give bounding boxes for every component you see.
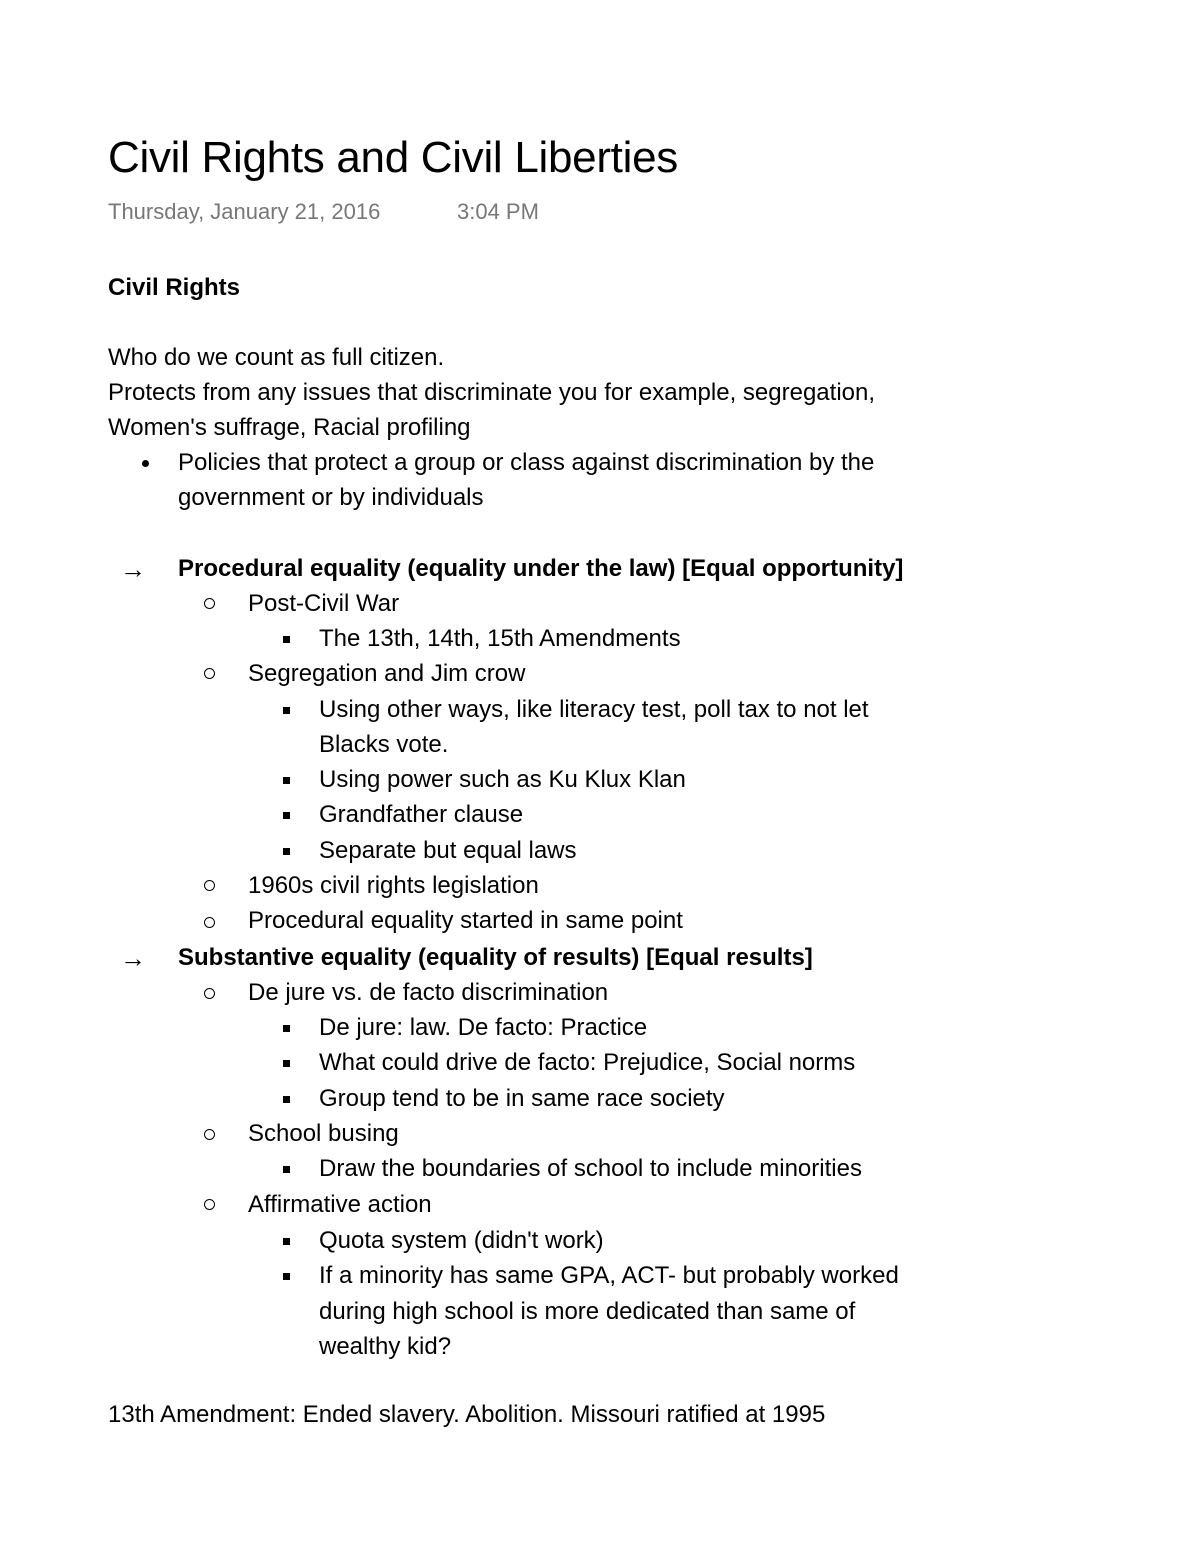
circle-bullet-icon — [204, 1129, 215, 1140]
intro-line: Protects from any issues that discriminate you for example, segregation, — [108, 379, 876, 406]
list-item: Segregation and Jim crow — [248, 660, 526, 687]
list-item: Separate but equal laws — [319, 837, 577, 864]
square-bullet-icon — [283, 707, 290, 714]
bullet-text: Policies that protect a group or class against discrimination by the — [178, 449, 875, 476]
list-item: The 13th, 14th, 15th Amendments — [319, 625, 681, 652]
bullet-dot-icon — [142, 460, 149, 467]
square-bullet-icon — [283, 777, 290, 784]
list-item: Grandfather clause — [319, 801, 524, 828]
arrow-right-icon: → — [120, 554, 146, 584]
circle-bullet-icon — [204, 598, 215, 609]
list-item: School busing — [248, 1120, 399, 1147]
square-bullet-icon — [283, 1096, 290, 1103]
list-item: Post-Civil War — [248, 590, 400, 617]
list-item: Affirmative action — [248, 1191, 432, 1218]
circle-bullet-icon — [204, 917, 215, 928]
circle-bullet-icon — [204, 988, 215, 999]
list-item: De jure: law. De facto: Practice — [319, 1014, 648, 1041]
list-item: What could drive de facto: Prejudice, Social norms — [319, 1049, 856, 1076]
note-date: Thursday, January 21, 2016 — [108, 199, 381, 224]
arrow-right-icon: → — [120, 943, 146, 973]
square-bullet-icon — [283, 848, 290, 855]
substantive-heading: Substantive equality (equality of results) [Equal results] — [178, 944, 813, 971]
list-item: Quota system (didn't work) — [319, 1227, 604, 1254]
square-bullet-icon — [283, 636, 290, 643]
page-title: Civil Rights and Civil Liberties — [108, 133, 678, 182]
list-item: De jure vs. de facto discrimination — [248, 979, 609, 1006]
list-item: Using other ways, like literacy test, poll tax to not let — [319, 696, 869, 723]
square-bullet-icon — [283, 1166, 290, 1173]
square-bullet-icon — [283, 1273, 290, 1280]
square-bullet-icon — [283, 1025, 290, 1032]
circle-bullet-icon — [204, 668, 215, 679]
circle-bullet-icon — [204, 1199, 215, 1210]
list-item: If a minority has same GPA, ACT- but probably worked — [319, 1262, 899, 1289]
list-item: 1960s civil rights legislation — [248, 872, 539, 899]
list-item: during high school is more dedicated than same of — [319, 1298, 856, 1325]
circle-bullet-icon — [204, 880, 215, 891]
intro-line: Women's suffrage, Racial profiling — [108, 414, 471, 441]
bullet-text: government or by individuals — [178, 484, 484, 511]
list-item: Procedural equality started in same point — [248, 907, 683, 934]
intro-line: Who do we count as full citizen. — [108, 344, 445, 371]
footer-note: 13th Amendment: Ended slavery. Abolition. Missouri ratified at 1995 — [108, 1401, 826, 1428]
list-item: wealthy kid? — [319, 1333, 452, 1360]
square-bullet-icon — [283, 1060, 290, 1067]
list-item: Draw the boundaries of school to include minorities — [319, 1155, 862, 1182]
list-item: Using power such as Ku Klux Klan — [319, 766, 686, 793]
square-bullet-icon — [283, 812, 290, 819]
list-item: Blacks vote. — [319, 731, 449, 758]
section-heading: Civil Rights — [108, 274, 241, 301]
procedural-heading: Procedural equality (equality under the law) [Equal opportunity] — [178, 555, 904, 582]
list-item: Group tend to be in same race society — [319, 1085, 725, 1112]
square-bullet-icon — [283, 1238, 290, 1245]
note-time: 3:04 PM — [457, 199, 539, 224]
